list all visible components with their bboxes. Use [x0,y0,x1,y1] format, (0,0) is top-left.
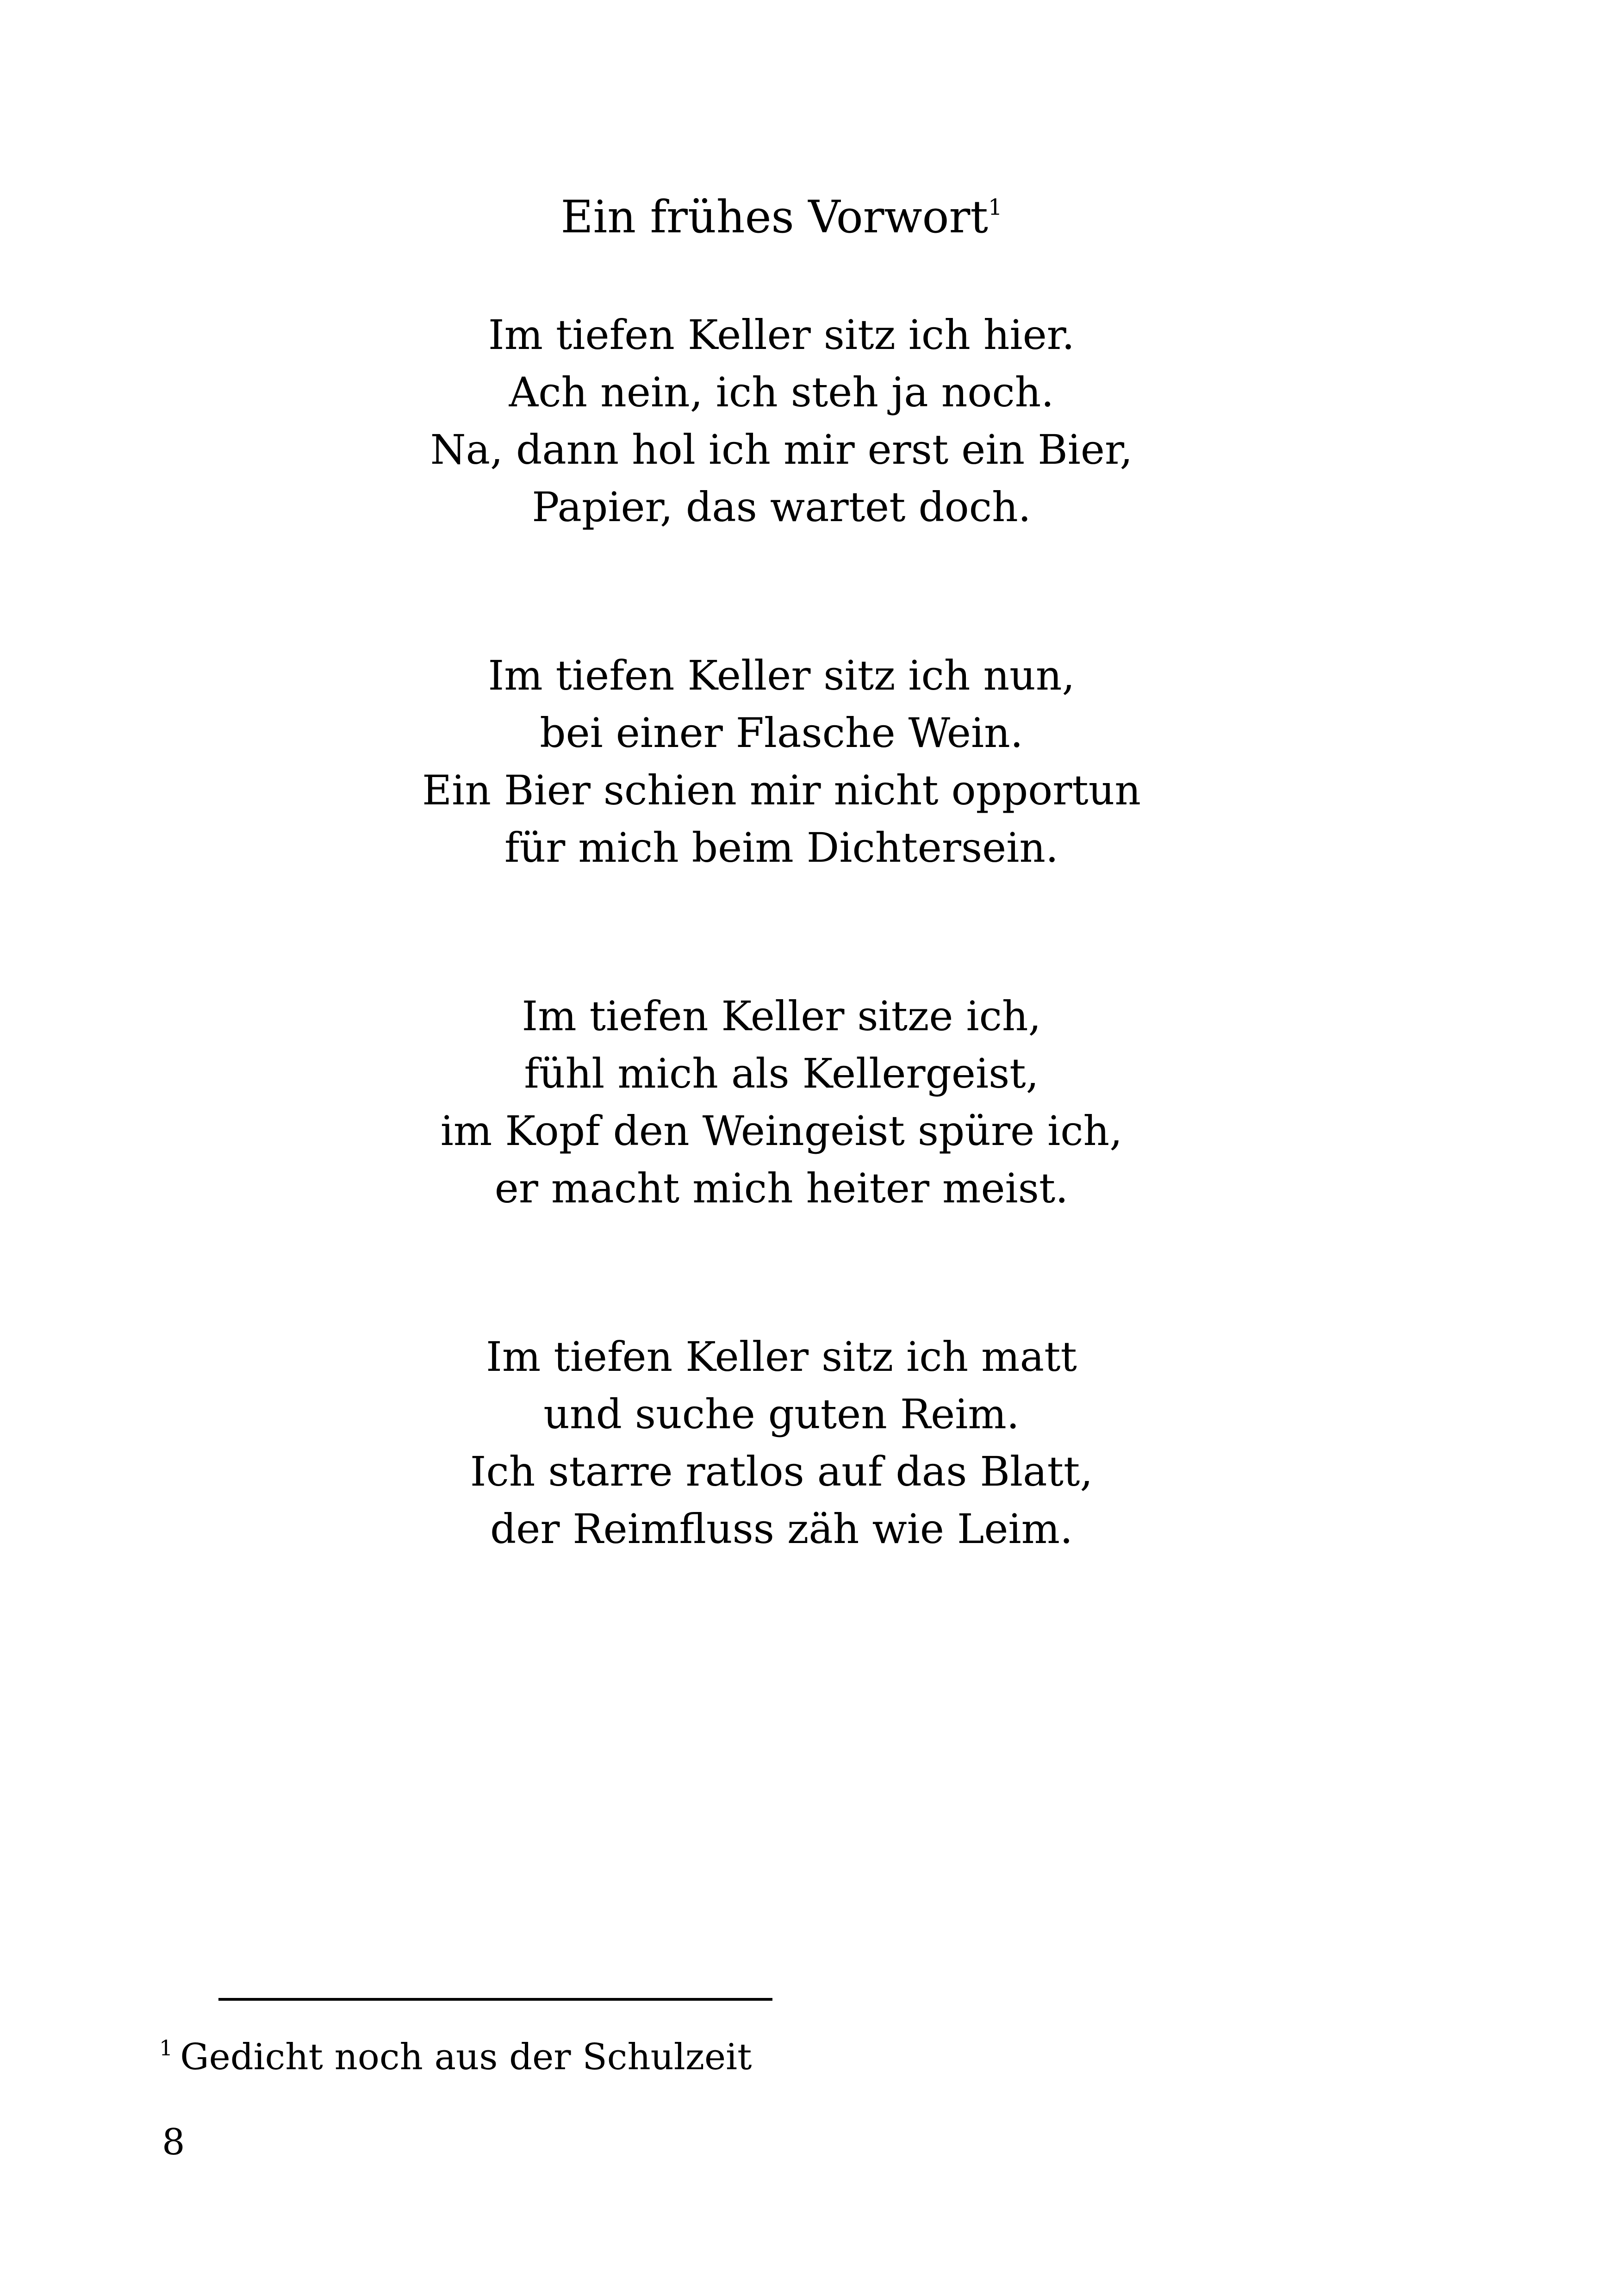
poem-line: Ein Bier schien mir nicht opportun [422,766,1141,814]
poem-line: Ich starre ratlos auf das Blatt, [470,1448,1093,1495]
poem-line: Papier, das wartet doch. [532,483,1031,531]
poem-line: Ach nein, ich steh ja noch. [509,368,1054,416]
stanza-2 [0,647,1563,877]
poem-line: für mich beim Dichtersein. [504,824,1058,871]
poem-body [0,306,1563,1669]
poem-line: bei einer Flasche Wein. [540,709,1023,757]
poem-line: Im tiefen Keller sitz ich nun, [488,652,1075,699]
stanza-4 [0,1328,1563,1558]
poem-line: fühl mich als Kellergeist, [524,1050,1039,1097]
stanza-3 [0,988,1563,1217]
poem-line: er macht mich heiter meist. [494,1164,1069,1212]
footnote-divider [218,1998,772,2001]
poem-line: im Kopf den Weingeist spüre ich, [440,1107,1123,1155]
footnote-marker: 1 [159,2035,173,2060]
poem-title-text: Ein frühes Vorwort [560,191,988,243]
poem-line: Im tiefen Keller sitz ich hier. [488,311,1075,359]
poem-line: der Reimfluss zäh wie Leim. [490,1505,1073,1553]
page-number: 8 [162,2122,185,2163]
poem-line: Im tiefen Keller sitze ich, [522,992,1041,1040]
poem-title [0,187,1563,255]
footnote-text: Gedicht noch aus der Schulzeit [180,2036,752,2078]
poem-line: und suche guten Reim. [543,1390,1020,1438]
poem-line: Na, dann hol ich mir erst ein Bier, [430,426,1133,473]
stanza-1 [0,306,1563,536]
footnote [159,2032,752,2087]
poem-line: Im tiefen Keller sitz ich matt [486,1333,1077,1381]
title-footnote-marker: 1 [988,194,1002,220]
